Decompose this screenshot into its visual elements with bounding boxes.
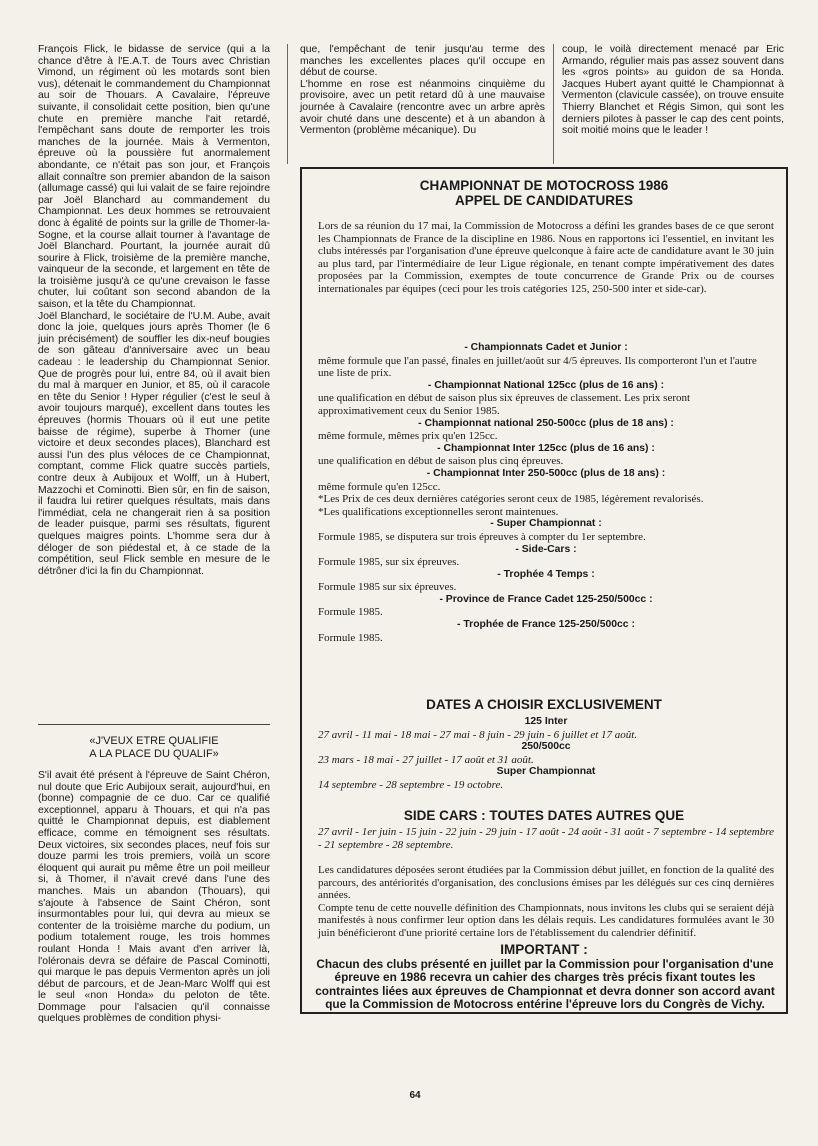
article-paragraph: Joël Blanchard, le sociétaire de l'U.M. Aube, avait donc la joie, quelques jours après Thomer (le 6 juin précisément) de souffler les dix-neuf bougies de son gâteau d'anniversaire avec un beau cadeau : le leadership du Championnat Senior. Que de progrès pour lui, entre 84, où il avait bien du mal à marquer en Junior, et 85, où il caracole en tête du Senior ! Hyper régulier (c'est le seul à avoir toujours marqué), excellent dans toutes les épreuves (hormis Thouars où il eut une petite baisse de régime), superbe à Thomer (une victoire et deux secondes places), Blanchard est aussi l'un des plus véloces de ce Championnat, comptant, comme Flick quatre succès partiels, contre deux à Aubijoux et Wolff, un à Hubert, Mazzochi et Cominotti. Bien sûr, en fin de saison, il faudra lui retirer quelques résultats, mais dans l'immédiat, cela ne changerait rien à sa position de leader puisque, parmi ses résultats, figurent quelques maigres points. L'homme sera dur à déloger de son piédestal et, à ce stade de la compétition, seul Flick semble en mesure de le détrôner d'ici la fin du Championnat. [38, 310, 270, 577]
category-heading: - Championnat National 125cc (plus de 16 ans) : [427, 379, 665, 391]
dates-category: 250/500cc [521, 741, 571, 753]
article-column-3 [562, 44, 784, 137]
article-paragraph: que, l'empêchant de tenir jusqu'au terme des manches les excellentes places qu'il occupe en début de course. [300, 44, 545, 79]
sidebar-heading [38, 735, 270, 761]
category-heading: - Side-Cars : [515, 543, 577, 555]
category-heading: - Trophée 4 Temps : [497, 568, 595, 580]
dates-values: 27 avril - 11 mai - 18 mai - 27 mai - 8 juin - 29 juin - 6 juillet et 17 août. [318, 728, 638, 741]
dates-heading: DATES A CHOISIR EXCLUSIVEMENT [426, 697, 662, 712]
category-heading: - Championnat national 250-500cc (plus de 18 ans) : [418, 417, 674, 429]
category-body: Formule 1985 sur six épreuves. [318, 581, 457, 594]
sidecars-dates [318, 826, 774, 851]
category-body: même formule, mêmes prix qu'en 125cc. [318, 430, 498, 443]
category-body: Formule 1985. [318, 606, 383, 619]
sidebar-heading-line: A LA PLACE DU QUALIF» [89, 748, 219, 760]
sidebar-paragraph: S'il avait été présent à l'épreuve de Saint Chéron, nul doute que Eric Aubijoux serait, aujourd'hui, en (bonne) compagnie de ce duo. Car ce qualifié exceptionnel, apparu à Thouars, et qui n'a pas quitté le Championnat depuis, est diablement efficace, comme en témoignent ses résultats. Deux victoires, six secondes places, neuf fois sur douze parmi les trois premiers, voilà un score éloquent qui aurait pu même être un poil meilleur si, à Thomer, il n'avait crevé dans l'une des manches. Mais un abandon (Thouars), qui s'ajoute à l'absence de Saint Chéron, sont insurmontables pour lui, qui devra au mieux se contenter de la troisième marche du podium, un podium totalement rouge, les trois hommes roulant Honda ! Mais avant d'en arriver là, l'oléronais devra se défaire de Pascal Cominotti, qui marque le pas depuis Vermenton après un joli début de parcours, et de Jean-Marc Wolff qui est le seul «non Honda» du peloton de tête. Dommage pour l'alsacien qu'il connaisse quelques problèmes de condition physi- [38, 770, 270, 1025]
section-divider [38, 724, 270, 725]
sidebar-heading-line: «J'VEUX ETRE QUALIFIE [89, 735, 219, 747]
category-body: même formule que l'an passé, finales en juillet/août sur 4/5 épreuves. Ils comporteront l'un et l'autre une liste de prix. [318, 354, 757, 380]
category-note: *Les Prix de ces deux dernières catégories seront ceux de 1985, légèrement revalorisés. [318, 493, 704, 506]
category-note: *Les qualifications exceptionnelles seront maintenues. [318, 505, 559, 518]
article-paragraph: François Flick, le bidasse de service (qui a la chance d'être à l'E.A.T. de Tours avec Christian Vimond, un régiment où les motards sont bien vus), détenait le commandement du Championnat au soir de Thouars. A Cavalaire, l'épreuve suivante, il consolidait cette position, bien qu'une chute en première manche l'ait retardé, l'empêchant sans doute de remporter les trois manches de la journée. Mais à Vermenton, épreuve où la poussière fut anormalement abondante, ce n'était pas son jour, et François allait connaître son premier abandon de la saison (allumage cassé) qui lui valait de se faire rejoindre par Joël Blanchard au commandement du Championnat. Les deux hommes se retrouvaient donc à égalité de points sur la grille de Thomer-la-Sogne, et la course allait tourner à l'avantage de Joël Blanchard. Pourtant, la journée aurait dû sourire à Flick, troisième de la première manche, vainqueur de la seconde, et largement en tête de la troisième jusqu'à ce qu'une crevaison le fasse chuter, lui coûtant son second abandon de la saison, et la tête du Championnat. [38, 44, 270, 311]
important-heading: IMPORTANT : [500, 942, 588, 957]
category-heading: - Championnats Cadet et Junior : [464, 342, 628, 353]
article-column-1 [38, 44, 270, 577]
article-paragraph: L'homme en rose est néanmoins cinquième du provisoire, avec un petit retard dû à une mauvaise journée à Cavalaire (rencontre avec un arbre après avoir chuté dans une descente) et à un abandon à Vermenton (problème mécanique). Du [300, 78, 545, 137]
box-subtitle: APPEL DE CANDIDATURES [454, 193, 634, 208]
sidecars-heading: SIDE CARS : TOUTES DATES AUTRES QUE [403, 808, 685, 823]
dates-values: 23 mars - 18 mai - 27 juillet - 17 août et 31 août. [318, 753, 534, 766]
category-heading: - Championnat Inter 250-500cc (plus de 18 ans) : [426, 467, 666, 479]
article-paragraph: coup, le voilà directement menacé par Eric Armando, régulier mais pas assez souvent dans les «gros points» au guidon de sa Honda. Jacques Hubert ayant quitté le Championnat à Vermenton (clavicule cassée), on trouve ensuite Thierry Blanchet et Régis Simon, qui sont les derniers pilotes à passer le cap des cent points, soit moitié moins que le leader ! [562, 44, 784, 137]
closing-paragraph: Les candidatures déposées seront étudiées par la Commission début juillet, en fonction de la qualité des parcours, des antériorités d'organisation, des conclusions émises par les délégués sur ces cinq dernières années. [318, 864, 774, 902]
category-body: même formule qu'en 125cc. [318, 480, 441, 493]
dates-category: 125 Inter [524, 716, 568, 727]
important-notice: Chacun des clubs présenté en juillet par la Commission pour l'organisation d'une épreuve en 1986 recevra un cahier des charges très précis fixant toutes les contraintes liées aux épreuves de Championnat et devra donner son accord avant que la Commission de Motocross entérine l'épreuve lors du Congrès de Vichy. [315, 957, 775, 1012]
box-intro-text: Lors de sa réunion du 17 mai, la Commission de Motocross a défini les grandes bases de ce que seront les Championnats de France de la discipline en 1986. Nous en rapportons ici l'essentiel, en invitant les clubs intéressés par l'organisation d'une épreuve quelconque à faire acte de candidature avant le 30 juin au plus tard, par l'intermédiaire de leur Ligue régionale, en tenant compte impérativement des dates proposées par la Commission, exemptes de toute concurrence de Grande Prix ou de courses internationales par équipes (ceci pour les trois catégories 125, 250-500 inter et side-car). [318, 220, 774, 295]
category-body: Formule 1985, se disputera sur trois épreuves à compter du 1er septembre. [318, 530, 646, 543]
column-divider [287, 44, 288, 164]
sidecars-dates-text: 27 avril - 1er juin - 15 juin - 22 juin - 29 juin - 17 août - 24 août - 31 août - 7 septembre - 14 septembre - 21 septembre - 28 septembre. [318, 826, 774, 851]
category-heading: - Super Championnat : [490, 518, 602, 530]
category-body: Formule 1985. [318, 631, 383, 644]
box-closing [318, 864, 774, 940]
category-body: une qualification en début de saison plus six épreuves de classement. Les prix seront approximativement ceux du Senior 1985. [318, 392, 691, 417]
dates-values: 14 septembre - 28 septembre - 19 octobre. [318, 778, 504, 791]
category-heading: - Trophée de France 125-250/500cc : [457, 619, 635, 631]
dates-category: Super Championnat [496, 766, 596, 778]
article-column-2 [300, 44, 545, 137]
sidebar-column [38, 770, 270, 1025]
box-categories [318, 342, 774, 644]
category-heading: - Province de France Cadet 125-250/500cc : [439, 593, 653, 605]
page-number: 64 [409, 1090, 421, 1101]
category-body: Formule 1985, sur six épreuves. [318, 556, 460, 569]
dates-list [318, 716, 774, 792]
category-body: une qualification en début de saison plus cinq épreuves. [318, 455, 564, 468]
box-title: CHAMPIONNAT DE MOTOCROSS 1986 [419, 178, 669, 193]
column-divider [553, 44, 554, 164]
category-heading: - Championnat Inter 125cc (plus de 16 ans) : [437, 442, 655, 454]
box-intro [318, 220, 774, 296]
closing-paragraph: Compte tenu de cette nouvelle définition des Championnats, nous invitons les clubs qui se seraient déjà manifestés à nous confirmer leur option dans les délais requis. Les candidatures formulées avant le 30 juin bénéficieront d'une priorité certaine lors de l'établissement du calendrier définitif. [318, 901, 774, 939]
